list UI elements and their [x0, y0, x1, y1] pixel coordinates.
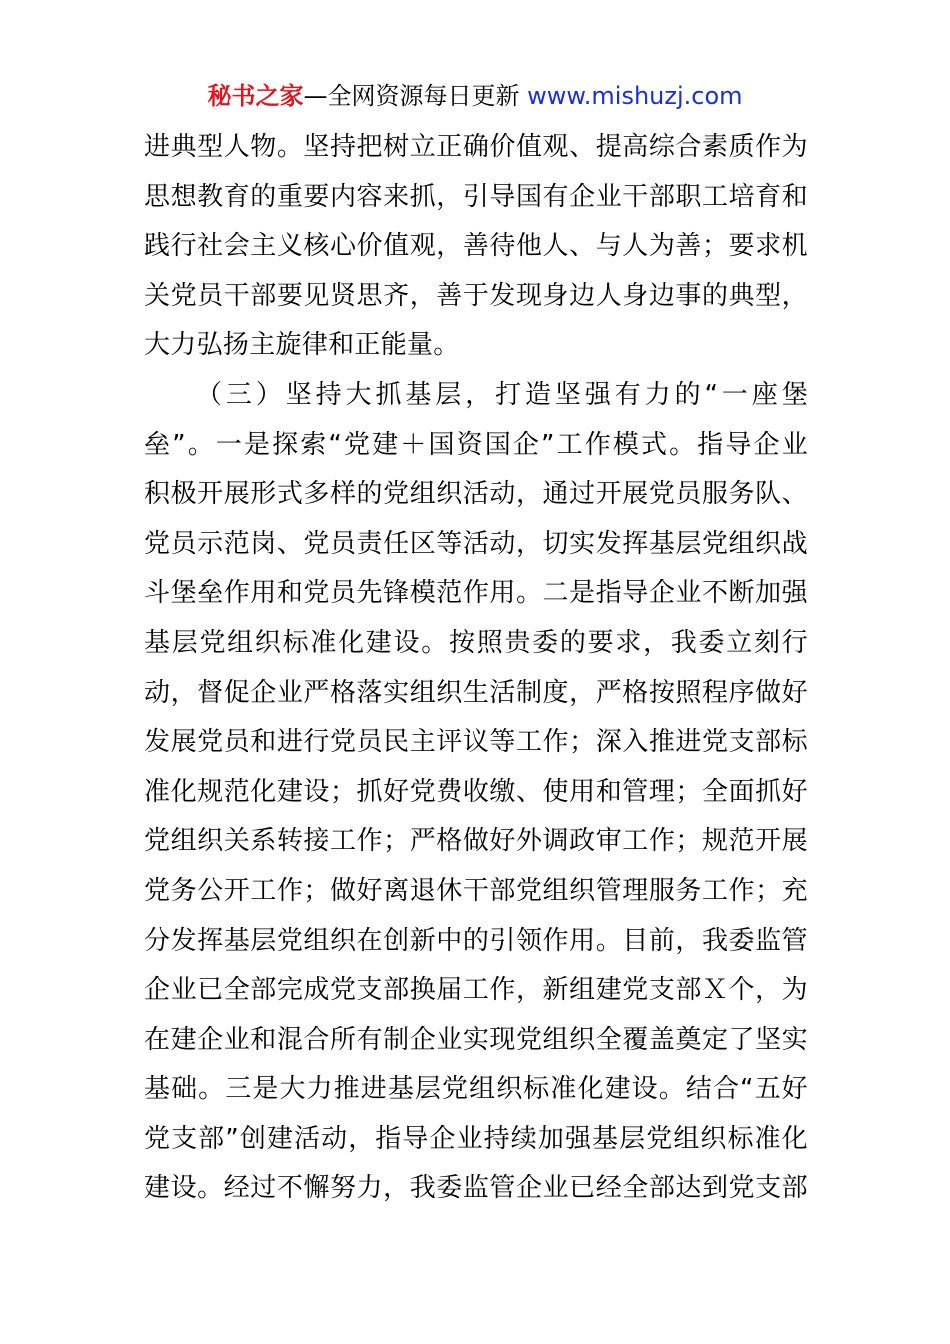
body-line: 建设。经过不懈努力，我委监管企业已经全部达到党支部 [144, 1173, 808, 1204]
body-line: 发展党员和进行党员民主评议等工作；深入推进党支部标 [144, 727, 808, 758]
body-line: 关党员干部要见贤思齐，善于发现身边人身边事的典型， [144, 280, 808, 311]
site-tagline: —全网资源每日更新 [303, 82, 528, 110]
document-body [144, 123, 808, 1214]
body-line: 垒”。一是探索“党建＋国资国企”工作模式。指导企业 [144, 429, 808, 460]
body-line: 党组织关系转接工作；严格做好外调政审工作；规范开展 [144, 826, 808, 857]
body-line: 基层党组织标准化建设。按照贵委的要求，我委立刻行 [144, 627, 808, 658]
body-line: 党务公开工作；做好离退休干部党组织管理服务工作；充 [144, 875, 808, 906]
body-line: 践行社会主义核心价值观，善待他人、与人为善；要求机 [144, 231, 808, 262]
body-line: 党员示范岗、党员责任区等活动，切实发挥基层党组织战 [144, 528, 808, 559]
body-line: 动，督促企业严格落实组织生活制度，严格按照程序做好 [144, 677, 808, 708]
section-heading-line: （三）坚持大抓基层，打造坚强有力的“一座堡 [196, 379, 808, 410]
body-line: 基础。三是大力推进基层党组织标准化建设。结合“五好 [144, 1074, 808, 1105]
body-line: 积极开展形式多样的党组织活动，通过开展党员服务队、 [144, 479, 808, 510]
site-header [0, 80, 950, 112]
body-line: 思想教育的重要内容来抓，引导国有企业干部职工培育和 [144, 181, 808, 212]
body-line: 准化规范化建设；抓好党费收缴、使用和管理；全面抓好 [144, 776, 808, 807]
site-brand: 秘书之家 [207, 82, 304, 110]
body-line: 在建企业和混合所有制企业实现党组织全覆盖奠定了坚实 [144, 1024, 808, 1055]
body-line: 企业已全部完成党支部换届工作，新组建党支部Ｘ个，为 [144, 975, 808, 1006]
body-line: 进典型人物。坚持把树立正确价值观、提高综合素质作为 [144, 132, 808, 162]
body-line: 分发挥基层党组织在创新中的引领作用。目前，我委监管 [144, 925, 808, 956]
body-line: 党支部”创建活动，指导企业持续加强基层党组织标准化 [144, 1123, 808, 1154]
body-line: 斗堡垒作用和党员先锋模范作用。二是指导企业不断加强 [144, 578, 808, 609]
site-url-link[interactable]: www.mishuzj.com [527, 82, 743, 110]
body-line: 大力弘扬主旋律和正能量。 [144, 330, 460, 361]
